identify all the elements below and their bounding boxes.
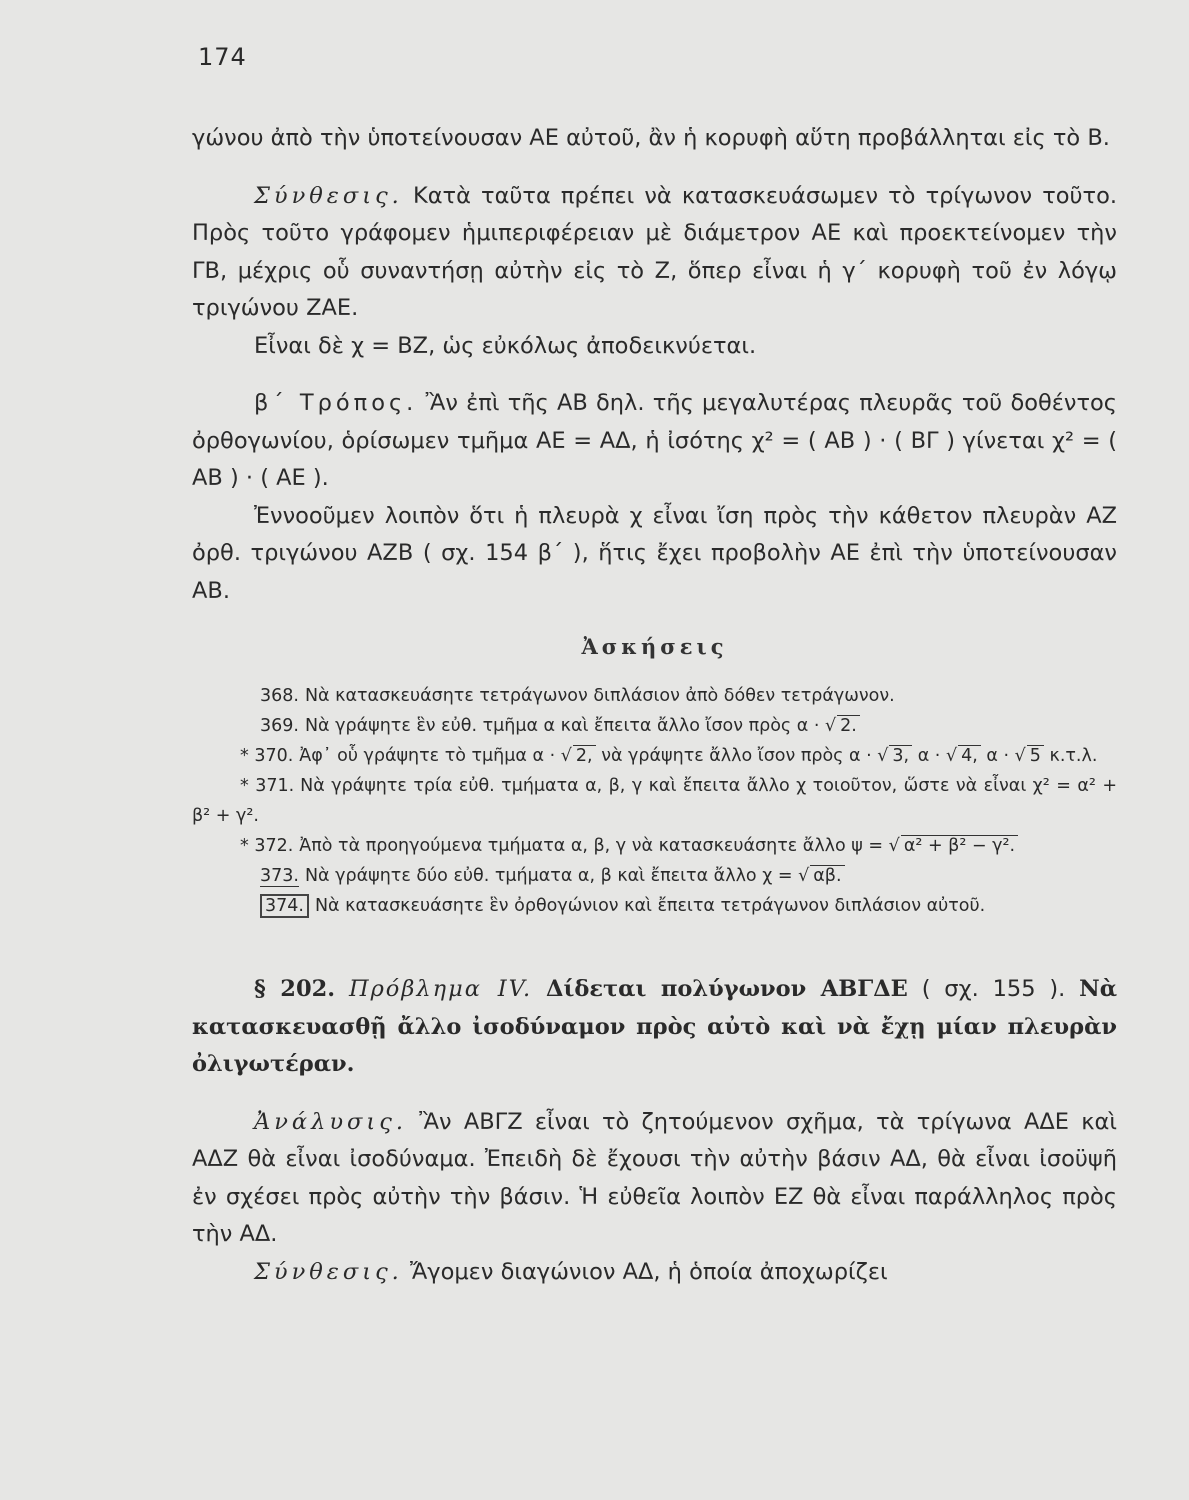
exercise-text: νὰ γράψητε ἄλλο ἴσον πρὸς α ·: [601, 746, 872, 766]
synthesis-label-2: Σύνθεσις.: [254, 1258, 403, 1285]
exercise-370: [192, 741, 1117, 771]
analysis-label: Ἀνάλυσις.: [254, 1108, 407, 1135]
exercise-372: [192, 831, 1117, 861]
synthesis-label: Σύνθεσις.: [254, 182, 403, 209]
exercise-text: Νὰ γράψητε ἓν εὐθ. τμῆμα α καὶ ἔπειτα ἄλλο ἴσον πρὸς α ·: [304, 716, 820, 736]
exercise-text: Νὰ κατασκευάσητε ἓν ὀρθογώνιον καὶ ἔπειτα τετράγωνον διπλάσιον αὐτοῦ.: [314, 896, 986, 916]
exercise-number: 369.: [260, 716, 299, 736]
paragraph-3: Εἶναι δὲ χ = ΒΖ, ὡς εὐκόλως ἀποδεικνύεται.: [254, 332, 757, 359]
paragraph-method-b: [192, 385, 1117, 498]
radicand: 3,: [889, 745, 912, 766]
exercise-text: Ἀφ᾽ οὗ γράψητε τὸ τμῆμα α ·: [299, 746, 556, 766]
exercise-number-boxed: 374.: [260, 894, 309, 918]
radical-sign: √: [877, 746, 889, 766]
radical-sign: √: [560, 746, 572, 766]
exercise-text: Νὰ γράψητε δύο εὐθ. τμήματα α, β καὶ ἔπειτα ἄλλο χ =: [304, 866, 793, 886]
exercise-number: * 370.: [240, 746, 294, 766]
section-number: § 202.: [254, 976, 336, 1002]
radicand: 2,: [573, 745, 596, 766]
radicand: αβ.: [810, 865, 844, 886]
section-statement-bold-b: Νὰ κατασκευασθῇ ἄλλο ἰσοδύναμον πρὸς αὐτὸ καὶ νὰ ἔχῃ μίαν πλευρὰν ὀλιγωτέραν.: [192, 976, 1118, 1077]
exercise-number: * 371.: [240, 776, 295, 796]
radical-sign: √: [798, 866, 810, 886]
radical-sign: √: [945, 746, 958, 766]
exercise-369: [192, 711, 1117, 741]
paragraph-synthesis-2: [192, 1254, 1117, 1292]
analysis-text: Ἂν ΑΒΓΖ εἶναι τὸ ζητούμενον σχῆμα, τὰ τρίγωνα ΑΔΕ καὶ ΑΔΖ θὰ εἶναι ἰσοδύναμα. Ἐπειδὴ δὲ ἔχουσι τὴν αὐτὴν βάσιν ΑΔ, θὰ εἶναι ἰσοϋψῆ ἐν σχέσει πρὸς αὐτὴν τὴν βάσιν. Ἡ εὐθεῖα λοιπὸν ΕΖ θὰ εἶναι παράλληλος πρὸς τὴν ΑΔ.: [192, 1108, 1117, 1247]
section-statement-plain: ( σχ. 155 ).: [907, 976, 1080, 1002]
exercises-heading: Ἀσκήσεις: [581, 634, 728, 659]
paragraph-1: γώνου ἀπὸ τὴν ὑποτείνουσαν ΑΕ αὐτοῦ, ἂν ἡ κορυφὴ αὕτη προβάλληται εἰς τὸ Β.: [192, 125, 1110, 151]
radicand: 2.: [837, 715, 860, 736]
exercise-text: Νὰ γράψητε τρία εὐθ. τμήματα α, β, γ καὶ ἔπειτα ἄλλο χ τοιοῦτον, ὥστε νὰ εἶναι χ² = α² + β² + γ².: [192, 776, 1118, 826]
exercise-374: [192, 891, 1117, 921]
paragraph-5: Ἐννοοῦμεν λοιπὸν ὅτι ἡ πλευρὰ χ εἶναι ἴση πρὸς τὴν κάθετον πλευρὰν ΑΖ ὀρθ. τριγώνου ΑΖΒ ( σχ. 154 β΄ ), ἥτις ἔχει προβολὴν ΑΕ ἐπὶ τὴν ὑποτείνουσαν ΑΒ.: [192, 502, 1117, 604]
method-b-text: Ἂν ἐπὶ τῆς ΑΒ δηλ. τῆς μεγαλυτέρας πλευρᾶς τοῦ δοθέντος ὀρθογωνίου, ὁρίσωμεν τμῆμα ΑΕ = ΑΔ, ἡ ἰσότης χ² = ( ΑΒ ) · ( ΒΓ ) γίνεται χ² = ( ΑΒ ) · ( ΑΕ ).: [192, 390, 1117, 491]
radical-sign: √: [1014, 746, 1026, 766]
exercise-text: Νὰ κατασκευάσητε τετράγωνον διπλάσιον ἀπὸ δόθεν τετράγωνον.: [304, 686, 895, 706]
exercise-371: [192, 771, 1117, 831]
paragraph-synthesis-1: [192, 178, 1117, 328]
section-label: Πρόβλημα IV.: [348, 976, 533, 1002]
exercise-number: * 372.: [240, 836, 294, 856]
paragraph-analysis: [192, 1104, 1117, 1254]
section-statement-bold-a: Δίδεται πολύγωνον ΑΒΓΔΕ: [545, 976, 908, 1002]
exercise-text: Ἀπὸ τὰ προηγούμενα τμήματα α, β, γ νὰ κατασκευάσητε ἄλλο ψ =: [299, 836, 884, 856]
radicand: 5: [1027, 745, 1044, 766]
page-number: 174: [198, 43, 247, 71]
exercise-number: 368.: [260, 686, 299, 706]
exercise-text: α ·: [986, 746, 1010, 766]
section-202: [192, 971, 1117, 1084]
radicand: 4,: [958, 745, 981, 766]
radical-sign: √: [888, 836, 900, 856]
method-b-label: β΄ Τρόπος.: [254, 390, 418, 416]
exercise-number: 373.: [260, 866, 299, 886]
exercise-368: [192, 681, 1117, 711]
synthesis-text: Κατὰ ταῦτα πρέπει νὰ κατασκευάσωμεν τὸ τρίγωνον τοῦτο. Πρὸς τοῦτο γράφομεν ἡμιπεριφέρειαν μὲ διάμετρον ΑΕ καὶ προεκτείνομεν τὴν ΓΒ, μέχρις οὗ συναντήσῃ αὐτὴν εἰς τὸ Ζ, ὅπερ εἶναι ἡ γ΄ κορυφὴ τοῦ ἐν λόγῳ τριγώνου ΖΑΕ.: [192, 182, 1117, 321]
exercise-text: κ.τ.λ.: [1049, 746, 1098, 766]
radicand: α² + β² − γ².: [901, 835, 1018, 856]
synthesis-text-2: Ἄγομεν διαγώνιον ΑΔ, ἡ ὁποία ἀποχωρίζει: [402, 1258, 888, 1285]
exercise-373: [192, 861, 1117, 891]
radical-sign: √: [825, 716, 837, 736]
exercise-text: α ·: [917, 746, 941, 766]
